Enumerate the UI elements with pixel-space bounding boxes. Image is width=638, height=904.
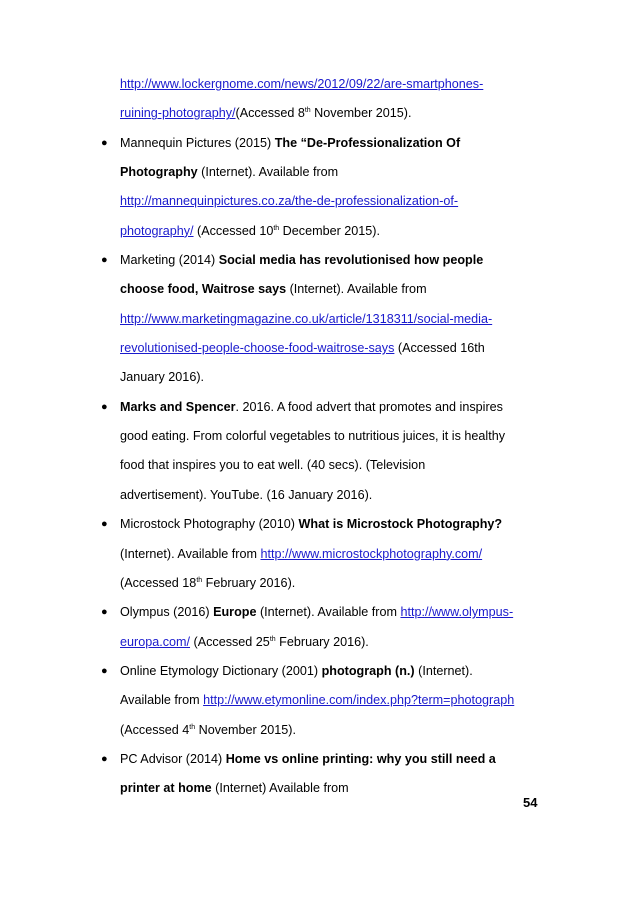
- accessed-date: (Accessed 18th February 2016).: [120, 575, 296, 590]
- reference-title: printer at home: [120, 781, 212, 796]
- reference-continuation-line: Photography (Internet). Available from: [120, 165, 339, 180]
- reference-link[interactable]: http://www.microstockphotography.com/: [260, 546, 483, 561]
- bullet-icon: ●: [101, 136, 108, 149]
- reference-continuation-line: [120, 70, 550, 99]
- reference-continuation-line: printer at home (Internet) Available from: [120, 781, 349, 796]
- bullet-icon: ●: [101, 606, 108, 619]
- reference-continuation-line: [120, 187, 550, 216]
- reference-continuation-line: food that inspires you to eat well. (40 secs). (Television: [120, 458, 426, 473]
- reference-continuation-line: (Internet). Available from http://www.microstockphotography.com/: [120, 546, 483, 561]
- reference-link[interactable]: http://www.marketingmagazine.co.uk/article/1318311/social-media-: [120, 311, 493, 326]
- reference-title: photograph (n.): [321, 663, 415, 678]
- accessed-date: (Accessed 8th November 2015).: [235, 106, 412, 121]
- reference-title: choose food, Waitrose says: [120, 282, 287, 297]
- bullet-icon: ●: [101, 752, 108, 765]
- reference-title: The “De-Professionalization Of: [274, 135, 461, 150]
- page-number: 54: [523, 795, 538, 810]
- reference-item: ● Olympus (2016) Europe (Internet). Available from http://www.olympus-: [120, 598, 550, 627]
- reference-title: Home vs online printing: why you still need a: [225, 751, 496, 766]
- reference-link[interactable]: http://mannequinpictures.co.za/the-de-professionalization-of-: [120, 194, 459, 209]
- reference-continuation-line: [120, 305, 550, 334]
- reference-link[interactable]: ruining-photography/: [120, 106, 236, 121]
- reference-title: Social media has revolutionised how people: [218, 253, 484, 268]
- reference-link[interactable]: photography/: [120, 223, 194, 238]
- reference-continuation-line: [120, 363, 550, 392]
- reference-continuation-line: [120, 217, 550, 246]
- reference-item: ● Marketing (2014) Social media has revolutionised how people: [120, 246, 550, 275]
- bullet-icon: ●: [101, 664, 108, 677]
- bullet-icon: ●: [101, 518, 108, 531]
- reference-item: ● Mannequin Pictures (2015) The “De-Professionalization Of: [120, 129, 550, 158]
- reference-title: What is Microstock Photography?: [298, 517, 503, 532]
- reference-item: ● Marks and Spencer. 2016. A food advert that promotes and inspires: [120, 393, 550, 422]
- reference-link[interactable]: http://www.lockergnome.com/news/2012/09/22/are-smartphones-: [120, 77, 484, 91]
- reference-item: ● Microstock Photography (2010) What is Microstock Photography?: [120, 510, 550, 539]
- accessed-date: January 2016).: [120, 370, 205, 385]
- reference-continuation-line: choose food, Waitrose says (Internet). Available from: [120, 282, 427, 297]
- bullet-icon: ●: [101, 254, 108, 267]
- reference-link[interactable]: revolutionised-people-choose-food-waitrose-says: [120, 341, 395, 356]
- reference-continuation-line: [120, 628, 550, 657]
- reference-item: ● Online Etymology Dictionary (2001) photograph (n.) (Internet).: [120, 657, 550, 686]
- reference-link[interactable]: http://www.etymonline.com/index.php?term=photograph: [203, 693, 515, 708]
- reference-continuation-line: Available from http://www.etymonline.com/index.php?term=photograph: [120, 693, 515, 708]
- accessed-date: (Accessed 10th December 2015).: [193, 223, 380, 238]
- reference-title: Europe: [213, 605, 257, 620]
- reference-continuation-line: [120, 569, 550, 598]
- reference-continuation-line: good eating. From colorful vegetables to nutritious juices, it is healthy: [120, 429, 506, 444]
- reference-title: Photography: [120, 165, 198, 180]
- reference-continuation-line: advertisement). YouTube. (16 January 2016).: [120, 487, 373, 502]
- reference-continuation-line: [120, 716, 550, 745]
- reference-item: ● PC Advisor (2014) Home vs online printing: why you still need a: [120, 745, 550, 774]
- references-list: [101, 70, 550, 804]
- reference-link[interactable]: europa.com/: [120, 634, 191, 649]
- accessed-date: (Accessed 4th November 2015).: [120, 722, 296, 737]
- accessed-date: (Accessed 16th: [394, 341, 485, 356]
- reference-link[interactable]: http://www.olympus-: [400, 605, 514, 620]
- accessed-date: (Accessed 25th February 2016).: [190, 634, 369, 649]
- bullet-icon: ●: [101, 400, 108, 413]
- reference-author: Marks and Spencer: [120, 399, 236, 414]
- reference-continuation-line: [120, 334, 550, 363]
- reference-continuation-line: [120, 99, 550, 128]
